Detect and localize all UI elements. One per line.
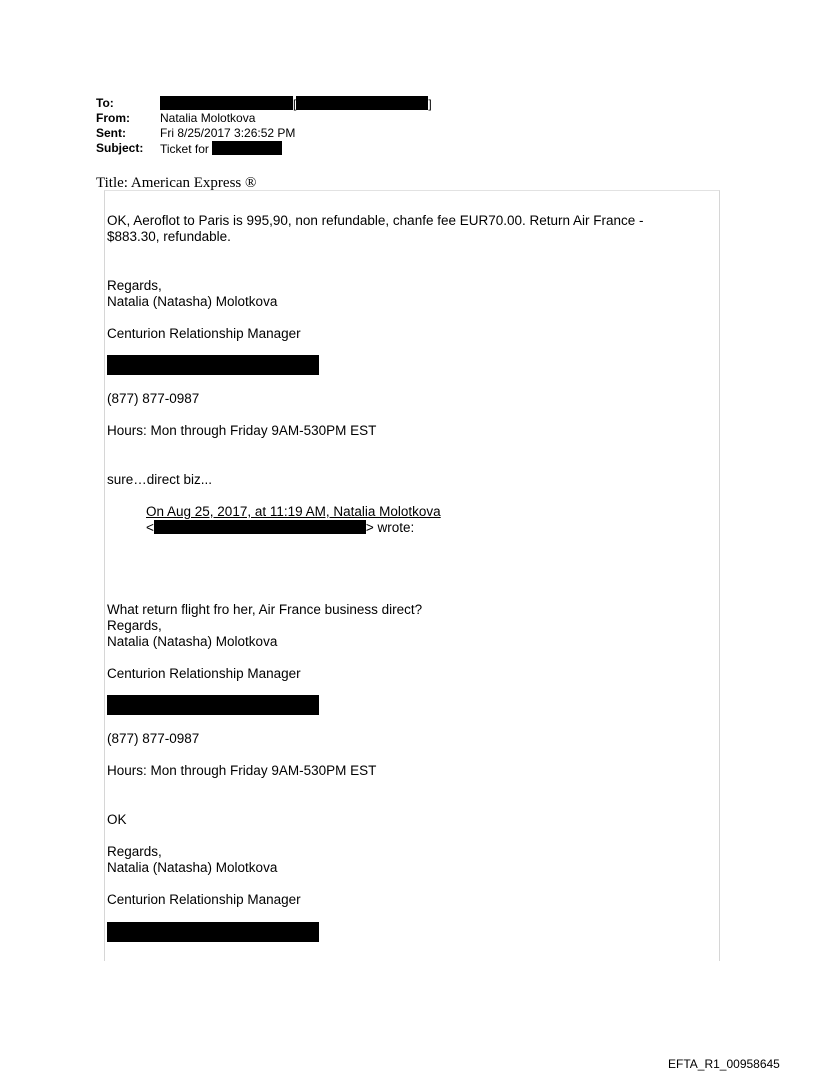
redaction-block — [160, 96, 293, 110]
quote-header — [146, 504, 441, 520]
body-paragraph: OK, Aeroflot to Paris is 995,90, non refundable, chanfe fee EUR70.00. Return Air France - $883.30, refundable. — [107, 213, 644, 244]
email-header — [96, 96, 432, 156]
subject-label: Subject: — [96, 141, 144, 155]
redaction-bar — [107, 355, 319, 375]
to-bracket-close: ] — [428, 97, 432, 111]
title-line: Title: American Express ® — [96, 175, 257, 191]
quote-wrote: > wrote: — [365, 520, 415, 535]
to-value — [160, 96, 432, 111]
from-value: Natalia Molotkova — [160, 111, 256, 125]
to-label: To: — [96, 96, 114, 110]
redaction-block — [296, 96, 428, 110]
redaction-block — [154, 520, 366, 534]
signature-name: Natalia (Natasha) Molotkova — [107, 634, 278, 649]
redaction-bar — [107, 922, 319, 942]
regards-text: Regards, — [107, 618, 162, 633]
signature-role: Centurion Relationship Manager — [107, 326, 301, 341]
signature-phone: (877) 877-0987 — [107, 391, 200, 406]
quote-header-text: On Aug 25, 2017, at 11:19 AM, Natalia Molotkova — [146, 504, 441, 519]
to-bracket-open: [ — [293, 97, 297, 111]
signature-hours: Hours: Mon through Friday 9AM-530PM EST — [107, 423, 377, 438]
ok-text: OK — [107, 812, 127, 827]
signature-role: Centurion Relationship Manager — [107, 666, 301, 681]
quote-email-line — [146, 520, 414, 536]
sent-value: Fri 8/25/2017 3:26:52 PM — [160, 126, 296, 140]
sent-row — [96, 126, 432, 141]
subject-value — [160, 141, 282, 156]
signature-phone: (877) 877-0987 — [107, 731, 200, 746]
quote-lt: < — [146, 520, 154, 535]
sent-label: Sent: — [96, 126, 126, 140]
signature-name: Natalia (Natasha) Molotkova — [107, 294, 278, 309]
to-row — [96, 96, 432, 111]
regards-text: Regards, — [107, 278, 162, 293]
signature-hours: Hours: Mon through Friday 9AM-530PM EST — [107, 763, 377, 778]
signature-role: Centurion Relationship Manager — [107, 892, 301, 907]
from-row — [96, 111, 432, 126]
subject-row — [96, 141, 432, 156]
redaction-block — [212, 141, 282, 155]
document-id: EFTA_R1_00958645 — [668, 1057, 780, 1071]
from-label: From: — [96, 111, 130, 125]
subject-text: Ticket for — [160, 142, 209, 156]
signature-name: Natalia (Natasha) Molotkova — [107, 860, 278, 875]
regards-text: Regards, — [107, 844, 162, 859]
redaction-bar — [107, 695, 319, 715]
reply-text: sure…direct biz... — [107, 472, 213, 487]
question-text: What return flight fro her, Air France business direct? — [107, 602, 423, 617]
